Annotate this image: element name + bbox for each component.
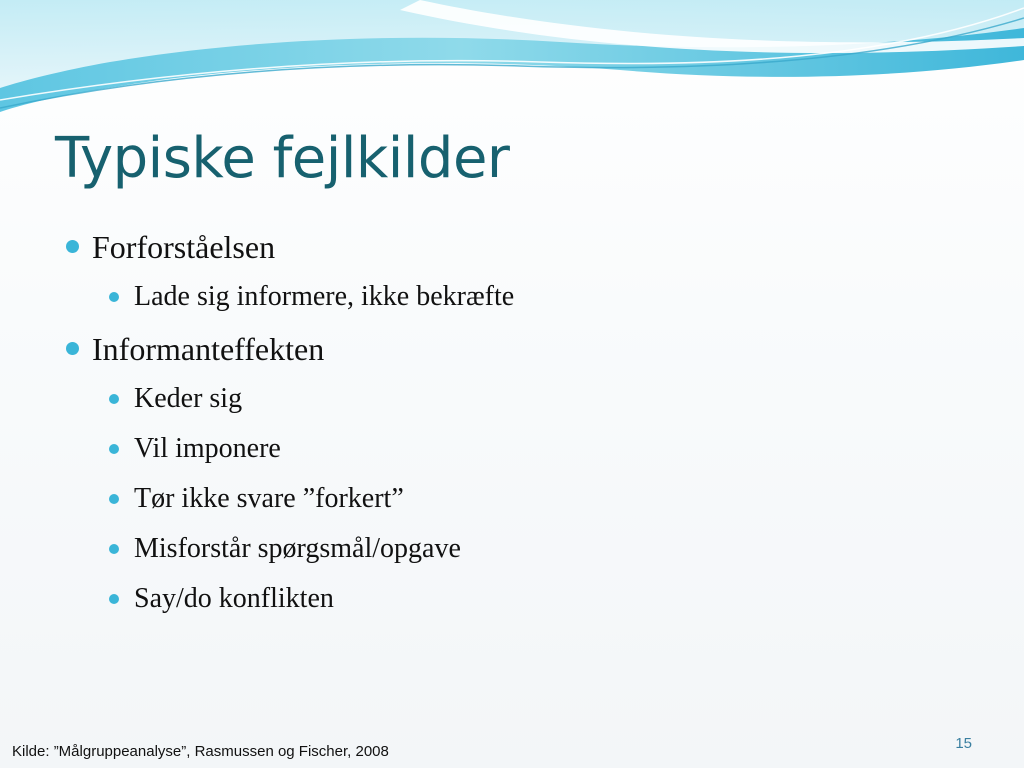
bullet-text: Misforstår spørgsmål/opgave [134,533,461,564]
bullet-dot-icon [109,544,119,554]
bullet-dot-icon [109,292,119,302]
bullet-text: Informanteffekten [92,331,325,367]
bullet-item [62,228,514,278]
bullet-dot-icon [109,594,119,604]
bullet-text: Lade sig informere, ikke bekræfte [134,281,515,312]
sub-bullet-item [62,530,514,580]
bullet-text: Keder sig [134,383,243,414]
sub-bullet-item [62,430,514,480]
bullet-item [62,330,514,380]
bullet-dot-icon [66,240,79,253]
bullet-list [62,226,514,630]
sub-bullet-item [62,380,514,430]
bullet-dot-icon [109,394,119,404]
slide-title: Typiske fejlkilder [55,126,510,191]
sub-bullet-item [62,278,514,328]
bullet-dot-icon [109,444,119,454]
bullet-text: Forforståelsen [92,229,276,265]
bullet-dot-icon [66,342,79,355]
bullet-text: Say/do konflikten [134,583,334,614]
slide-number: 15 [955,735,972,752]
sub-bullet-item [62,480,514,530]
header-wave-decoration [0,0,1024,130]
bullet-dot-icon [109,494,119,504]
bullet-text: Vil imponere [134,433,281,464]
bullet-text: Tør ikke svare ”forkert” [134,483,404,514]
sub-bullet-item [62,580,514,630]
source-citation: Kilde: ”Målgruppeanalyse”, Rasmussen og Fischer, 2008 [12,743,389,760]
